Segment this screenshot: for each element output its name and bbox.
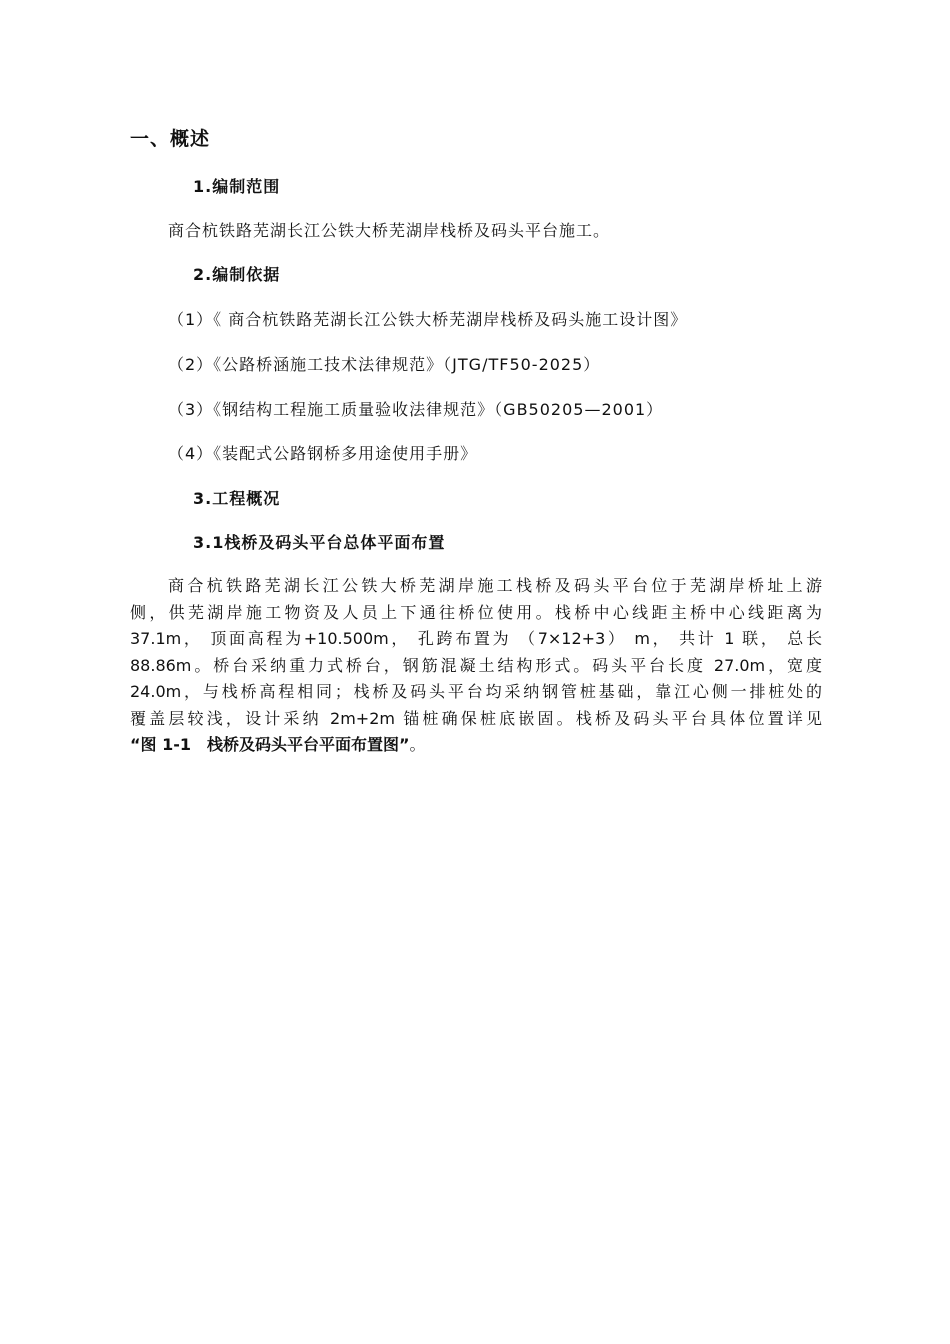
section-3-1-title: 3.1栈桥及码头平台总体平面布置	[193, 533, 446, 552]
figure-reference: “图 1-1 栈桥及码头平台平面布置图”	[130, 735, 410, 754]
section-1-title: 1.编制范围	[193, 177, 281, 196]
reference-item-1: （1）《 商合杭铁路芜湖长江公铁大桥芜湖岸栈桥及码头施工设计图》	[168, 310, 688, 329]
paragraph-line: 商合杭铁路芜湖长江公铁大桥芜湖岸施工栈桥及码头平台位于芜湖岸桥址上游	[168, 576, 822, 595]
page-heading: 一、概述	[130, 128, 211, 150]
paragraph-line: 侧，供芜湖岸施工物资及人员上下通往桥位使用。栈桥中心线距主桥中心线距离为	[130, 602, 822, 622]
reference-item-2: （2）《公路桥涵施工技术法律规范》（JTG/TF50-2025）	[168, 355, 601, 374]
project-overview-paragraph	[130, 573, 822, 759]
reference-item-4: （4）《装配式公路钢桥多用途使用手册》	[168, 444, 478, 463]
reference-item-3: （3）《钢结构工程施工质量验收法律规范》（GB50205—2001）	[168, 400, 664, 419]
paragraph-last-line	[130, 732, 822, 759]
paragraph-end-punctuation: 。	[409, 735, 426, 754]
paragraph-line: 覆盖层较浅，设计采纳 2m+2m 锚桩确保桩底嵌固。栈桥及码头平台具体位置详见	[130, 708, 822, 728]
section-2-title: 2.编制依据	[193, 265, 281, 284]
section-3-title: 3.工程概况	[193, 489, 281, 508]
paragraph-line: 88.86m。桥台采纳重力式桥台，钢筋混凝土结构形式。码头平台长度 27.0m，宽度	[130, 655, 822, 675]
paragraph-line: 24.0m，与栈桥高程相同；栈桥及码头平台均采纳钢管桩基础，靠江心侧一排桩处的	[130, 682, 822, 701]
section-1-text: 商合杭铁路芜湖长江公铁大桥芜湖岸栈桥及码头平台施工。	[168, 221, 611, 240]
paragraph-line: 37.1m， 顶面高程为+10.500m， 孔跨布置为 （7×12+3） m， 共计 1 联， 总长	[130, 629, 822, 648]
